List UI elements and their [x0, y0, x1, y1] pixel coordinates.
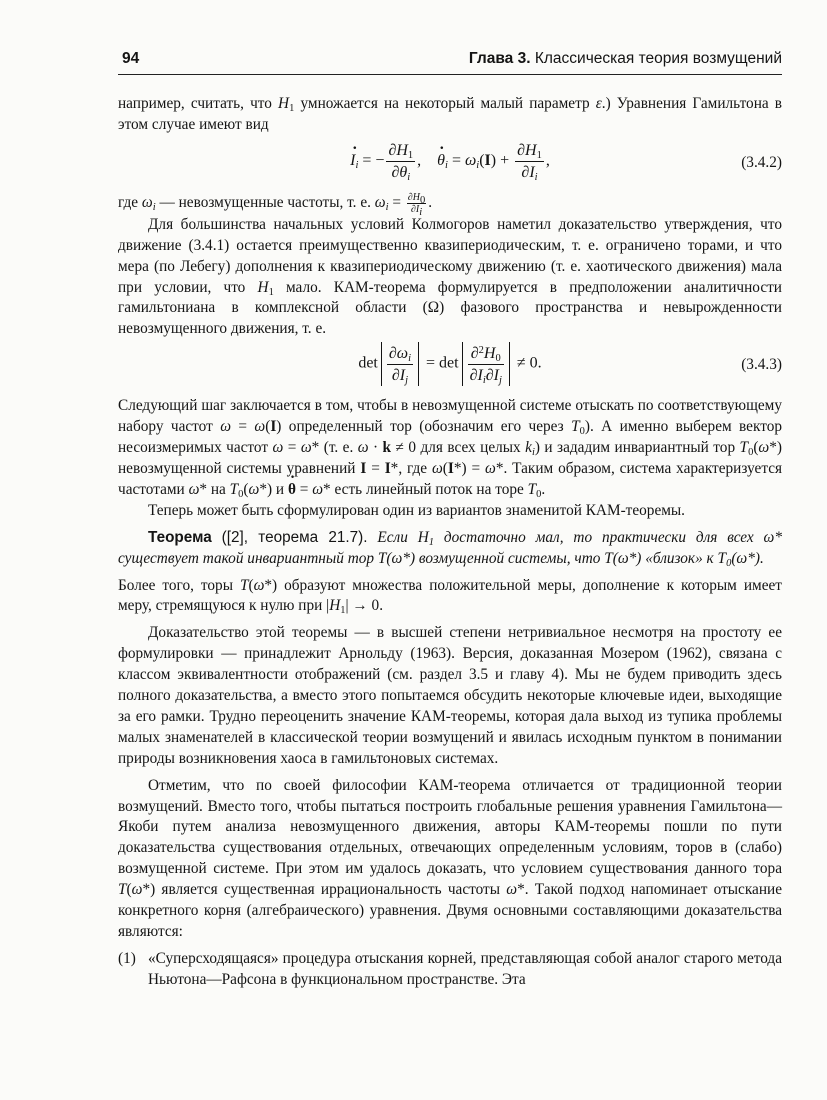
paragraph: Доказательство этой теоремы — в высшей степени нетривиальное несмотря на простоту ее формулировки — принадлежит Арнольду (1963). Версия, доказанная Мозером (1962), связана с классом эквивалентности отображений (см. раздел 3.5 и главу 4). Мы не будем приводить здесь полного доказательства, а вместо этого попытаемся обсудить некоторые ключевые идеи, выходящие за его рамки. Трудно переоценить значение КАМ-теоремы, которая дала выход из тупика проблемы малых знаменателей в классической теории возмущений и явилась исходным пунктом в понимании природы возникновения хаоса в гамильтоновых системах. [118, 624, 782, 767]
list-item-label: (1) [118, 949, 136, 967]
equation-3-4-2: · $I_i$ = − $\frac{\partial H_1}{\partial\theta_i}$ , · $\theta_i = \omega_i(I)$ + $\frac{\partial H_1}{\partial I_i}$ , (3.4.2) [118, 140, 782, 188]
header-rule [118, 74, 782, 75]
theorem-block: Теорема ([2], теорема 21.7). Если $H_1$ достаточно мал, то практически для всех ω* существует такой инвариантный тор T(ω*) возмущенной системы, что T(ω*) «близок» к $T_0(\omega*)$. [118, 528, 783, 569]
equation-3-4-3: det $\frac{\partial\omega_i}{\partial I_j}$ = det $\frac{\partial^2H_0}{\partial I_i\partial I_j}$ ≠ 0. (3.4.3) [118, 342, 782, 392]
equation-number: (3.4.2) [741, 153, 782, 171]
paragraph: Отметим, что по своей философии КАМ-теорема отличается от традиционной теории возмущений. Вместо того, чтобы пытаться построить глобальные решения уравнения Гамильтона—Якоби путем анализа невозмущенного движения, авторы КАМ-теоремы пошли по пути доказательства существования отдельных, отвечающих определенным условиям, торов в (слабо) возмущенной системе. При этом им удалось доказать, что условием существования данного тора T(ω*) является существенная иррациональность частоты ω*. Такой подход напоминает отыскание конкретного корня (алгебраического) уравнения. Двумя основными составляющими доказательства являются: [118, 776, 782, 940]
chapter-name: Классическая теория возмущений [534, 50, 782, 67]
running-header [118, 50, 782, 72]
page-body [118, 94, 782, 991]
page-number: 94 [122, 50, 140, 67]
paragraph: Для большинства начальных условий Колмогоров наметил доказательство утверждения, что движение (3.4.1) остается преимущественно квазипериодическим, т. е. ограничено торами, и что мера (по Лебегу) дополнения к квазипериодическому движению (т. е. хаотического движения) мала при условии, что $H_1$ мало. КАМ-теорема формулируется в предположении аналитичности гамильтониана в комплексной области (Ω) фазового пространства и невырожденности невозмущенного движения, т. е. [118, 215, 782, 338]
equation-number: (3.4.3) [741, 356, 782, 374]
paragraph: например, считать, что $H_1$ умножается на некоторый малый параметр ε.) Уравнения Гамильтона в этом случае имеют вид [118, 95, 783, 133]
paragraph: Более того, торы T(ω*) образуют множества положительной меры, дополнение к которым имеет меру, стремящуюся к нулю при $|H_1| \to 0$. [118, 576, 782, 617]
book-page [118, 50, 783, 988]
paragraph: где $\omega_i$ — невозмущенные частоты, т. е. $\omega_i$ = $\frac{\partial H_0}{\partial I_i}$ . [118, 191, 433, 218]
chapter-label: Глава 3. [468, 50, 531, 67]
paragraph: Теперь может быть сформулирован один из вариантов знаменитой КАМ-теоремы. [148, 501, 686, 519]
chapter-title [469, 50, 782, 68]
list-item: (1) «Суперсходящаяся» процедура отыскания корней, представляющая собой аналог старого метода Ньютона—Рафсона в функциональном пространстве. Эта [118, 949, 782, 988]
paragraph: Следующий шаг заключается в том, чтобы в невозмущенной системе отыскать по соответствующему набору частот ω = ω(I) определенный тор (обозначим его через $T_0$). А именно выберем вектор несоизмеримых частот ω = ω* (т. е. ω · k ≠ 0 для всех целых $k_i$) и зададим инвариантный тор $T_0(\omega*)$ невозмущенной системы уравнений I = I*, где ω(I*) = ω*. Таким образом, система характеризуется частотами ω* на $T_0(\omega*) и \cdot \theta = \omega*$ есть линейный поток на торе $T_0$. [118, 396, 782, 501]
